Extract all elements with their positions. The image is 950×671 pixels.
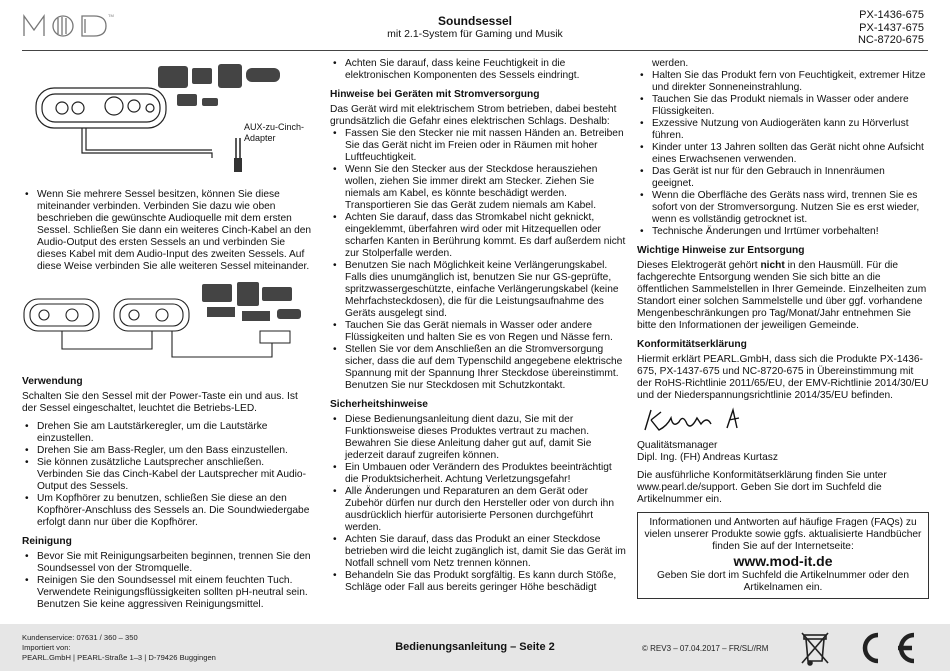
column-middle — [330, 58, 626, 594]
footer-page-label: Bedienungsanleitung – Seite 2 — [395, 641, 555, 653]
model-number: PX-1436-675 — [859, 9, 924, 21]
faq-text: Geben Sie dort im Suchfeld die Artikelnummer oder den Artikelnamen ein. — [657, 570, 909, 593]
list-item: • Reinigen Sie den Soundsessel mit einem feuchten Tuch. Verwendete Reinigungsflüssigkeiten sollten pH-neutral sein. Benutzen Sie keine aggressiven Reinigungsmittel. — [22, 575, 312, 611]
signer-role: Qualitätsmanager — [637, 440, 718, 451]
text-span: Dieses Elektrogerät gehört — [637, 260, 761, 271]
aux-adapter-label — [244, 122, 304, 144]
signer-name: Dipl. Ing. (FH) Andreas Kurtasz — [637, 452, 778, 463]
list-item: • Stellen Sie vor dem Anschließen an die Stromversorgung sicher, dass die auf dem Typenschild angegebene elektrische Spannung mit der Spannung Ihrer Steckdose übereinstimmt. Benutzen Sie nur Steckdosen mit Schutzkontakt. — [330, 344, 626, 392]
connect-list — [22, 189, 312, 273]
strom-list — [330, 128, 626, 392]
signature — [637, 406, 777, 434]
section-title-entsorgung: Wichtige Hinweise zur Entsorgung — [637, 245, 805, 256]
connection-figure — [22, 58, 312, 183]
svg-text:TM: TM — [108, 13, 114, 18]
audio-source-diagram — [22, 58, 312, 183]
compliance-icons — [798, 629, 928, 667]
page-subtitle: mit 2.1-System für Gaming und Musik — [387, 28, 563, 40]
text-span: in den Hausmüll. Für die fachgerechte Entsorgung wenden Sie sich bitte an die öffentlichen Sammelstellen in Ihrer Gemeinde. Einzelheiten zum Standort einer solchen Sammelstelle und über ggf. vorhandene Mengenbeschränkungen pro Tag/Monat/Jahr entnehmen Sie bitte den Informationen der jeweiligen Gemeinde. — [637, 260, 927, 331]
list-item: • Kinder unter 13 Jahren sollten das Gerät nicht ohne Aufsicht eines Erwachsenen verwenden. — [637, 142, 929, 166]
list-item: • Drehen Sie am Bass-Regler, um den Bass einzustellen. — [22, 445, 312, 457]
chain-figure — [22, 279, 312, 369]
ce-mark-icon — [865, 635, 914, 661]
paragraph: Schalten Sie den Sessel mit der Power-Taste ein und aus. Ist der Sessel eingeschaltet, leuchtet die Betriebs-LED. — [22, 391, 298, 414]
aux-adapter-label-line: Adapter — [244, 133, 276, 143]
header-rule — [22, 50, 928, 51]
list-item: • Ein Umbauen oder Verändern des Produktes beeinträchtigt die Produktsicherheit. Achtung Verletzungsgefahr! — [330, 462, 626, 486]
footer-line: Kundenservice: 07631 / 360 – 350 — [22, 633, 138, 642]
paragraph: Das Gerät wird mit elektrischem Strom betrieben, dabei besteht grundsätzlich die Gefahr eines elektrischen Schlags. Deshalb: — [330, 104, 617, 127]
list-item: • Diese Bedienungsanleitung dient dazu, Sie mit der Funktionsweise dieses Produktes vertraut zu machen. Bewahren Sie diese Anleitung daher gut auf, damit Sie jederzeit darauf zugreifen können. — [330, 414, 626, 462]
list-item: • Tauchen Sie das Produkt niemals in Wasser oder andere Flüssigkeiten. — [637, 94, 929, 118]
faq-text: Informationen und Antworten auf häufige Fragen (FAQs) zu vielen unserer Produkte sowie ggfs. aktualisierte Handbücher finden Sie auf der Internetseite: — [644, 517, 922, 552]
column-right — [637, 58, 929, 599]
list-item: • Wenn Sie mehrere Sessel besitzen, können Sie diese miteinander verbinden. Verbinden Sie dazu wie oben beschrieben die gewünschte Audioquelle mit dem ersten Sessel. Schließen Sie dann ein weiteres Cinch-Kabel an den Audio-Output des ersten Sessels an und verbinden Sie dieses Kabel mit dem Audio-Input des zweiten Sessels. Auf diese Weise verbinden Sie alle weiteren Sessel miteinander. — [22, 189, 312, 273]
emphasis: nicht — [760, 260, 785, 271]
faq-box — [637, 512, 929, 599]
footer-contact — [22, 633, 216, 663]
paragraph: Hiermit erklärt PEARL.GmbH, dass sich die Produkte PX-1436-675, PX-1437-675 und NC-8720-675 in Übereinstimmung mit der RoHS-Richtlinie 2011/65/EU, der EMV-Richtlinie 2014/30/EU und der Niederspannungsrichtlinie 2014/35/EU befinden. — [637, 354, 929, 401]
aux-adapter-label-line: AUX-zu-Cinch- — [244, 122, 305, 132]
section-title-strom: Hinweise bei Geräten mit Stromversorgung — [330, 89, 540, 100]
section-title-verwendung: Verwendung — [22, 376, 83, 387]
paragraph — [637, 260, 929, 332]
list-item: • Sie können zusätzliche Lautsprecher anschließen. Verbinden Sie das Cinch-Kabel der Lautsprecher mit Audio-Output des Sessels. — [22, 457, 312, 493]
verwendung-list — [22, 421, 312, 529]
list-item: • Drehen Sie am Lautstärkeregler, um die Lautstärke einzustellen. — [22, 421, 312, 445]
section-title-sicherheit: Sicherheitshinweise — [330, 399, 428, 410]
reinigung-list — [22, 551, 312, 611]
paragraph: Die ausführliche Konformitätserklärung finden Sie unter www.pearl.de/support. Geben Sie dort im Suchfeld die Artikelnummer ein. — [637, 470, 887, 505]
list-item: • Behandeln Sie das Produkt sorgfältig. Es kann durch Stöße, Schläge oder Fall aus bereits geringer Höhe beschädigt — [330, 570, 626, 594]
model-number: NC-8720-675 — [857, 34, 924, 47]
list-item: • Tauchen Sie das Gerät niemals in Wasser oder andere Flüssigkeiten und halten Sie es von Regen und Nässe fern. — [330, 320, 626, 344]
list-item: • Achten Sie darauf, dass das Produkt an einer Steckdose betrieben wird die leicht zugänglich ist, damit Sie das Gerät im Notfall schnell vom Netz trennen können. — [330, 534, 626, 570]
website-link[interactable]: www.mod-it.de — [733, 553, 833, 569]
list-item: • Wenn die Oberfläche des Geräts nass wird, trennen Sie es sofort von der Stromversorgung. Nutzen Sie es erst wieder, wenn es vollständig getrocknet ist. — [637, 190, 929, 226]
continued-text: werden. — [652, 58, 689, 69]
list-item: • Bevor Sie mit Reinigungsarbeiten beginnen, trennen Sie den Soundsessel von der Stromquelle. — [22, 551, 312, 575]
footer-revision: © REV3 – 07.04.2017 – FR/SL//RM — [642, 644, 769, 653]
model-number: PX-1437-675 — [859, 21, 924, 34]
footer-line: Importiert von: — [22, 643, 71, 652]
sicherheit-list — [330, 414, 626, 594]
list-item: • Fassen Sie den Stecker nie mit nassen Händen an. Betreiben Sie das Gerät nicht im Freien oder in Räumen mit hoher Luftfeuchtigkeit. — [330, 128, 626, 164]
list-item: • Um Kopfhörer zu benutzen, schließen Sie diese an den Kopfhörer-Anschluss des Sessels an. Die Soundwiedergabe erfolgt dann nur über die Kopfhörer. — [22, 493, 312, 529]
list-item: • Halten Sie das Produkt fern von Feuchtigkeit, extremer Hitze und direkter Sonneneinstrahlung. — [637, 70, 929, 94]
page-title: Soundsessel — [437, 14, 513, 28]
safety-list-cont — [637, 70, 929, 238]
footer — [0, 624, 950, 671]
list-item: • Exzessive Nutzung von Audiogeräten kann zu Hörverlust führen. — [637, 118, 929, 142]
list-item: • Benutzen Sie nach Möglichkeit keine Verlängerungskabel. Falls dies unumgänglich ist, benutzen Sie nur GS-geprüfte, spritzwassergeschützte, einfache Verlängerungskabel (keine Mehrfachsteckdosen), die für die Leistungsaufnahme des Geräts ausgelegt sind. — [330, 260, 626, 320]
list-item: • Technische Änderungen und Irrtümer vorbehalten! — [637, 226, 929, 238]
list-item: • Wenn Sie den Stecker aus der Steckdose herausziehen wollen, ziehen Sie immer direkt am Stecker. Ziehen Sie niemals am Kabel, es könnte beschädigt werden. Transportieren Sie das Gerät zudem niemals am Kabel. — [330, 164, 626, 212]
model-numbers — [858, 9, 924, 47]
footer-line: PEARL.GmbH | PEARL-Straße 1–3 | D-79426 Buggingen — [22, 653, 216, 662]
column-left — [22, 58, 312, 611]
mod-logo — [22, 10, 117, 40]
list-item: • Alle Änderungen und Reparaturen an dem Gerät oder Zubehör dürfen nur durch den Hersteller oder von durch ihn ausdrücklich hierfür autorisierte Personen durchgeführt werden. — [330, 486, 626, 534]
header-center — [330, 14, 620, 41]
weee-bin-icon — [802, 633, 828, 665]
list-item: • Achten Sie darauf, dass keine Feuchtigkeit in die elektronischen Komponenten des Sessels eindringt. — [330, 58, 626, 82]
moisture-list — [330, 58, 626, 82]
chained-chairs-diagram — [22, 279, 312, 369]
list-item: • Das Gerät ist nur für den Gebrauch in Innenräumen geeignet. — [637, 166, 929, 190]
section-title-reinigung: Reinigung — [22, 536, 72, 547]
list-item: • Achten Sie darauf, dass das Stromkabel nicht geknickt, eingeklemmt, überfahren wird oder mit Hitzequellen oder scharfen Kanten in Berührung kommt. Es darf außerdem nicht zur Stolperfalle werden. — [330, 212, 626, 260]
section-title-konformitaet: Konformitätserklärung — [637, 339, 747, 350]
